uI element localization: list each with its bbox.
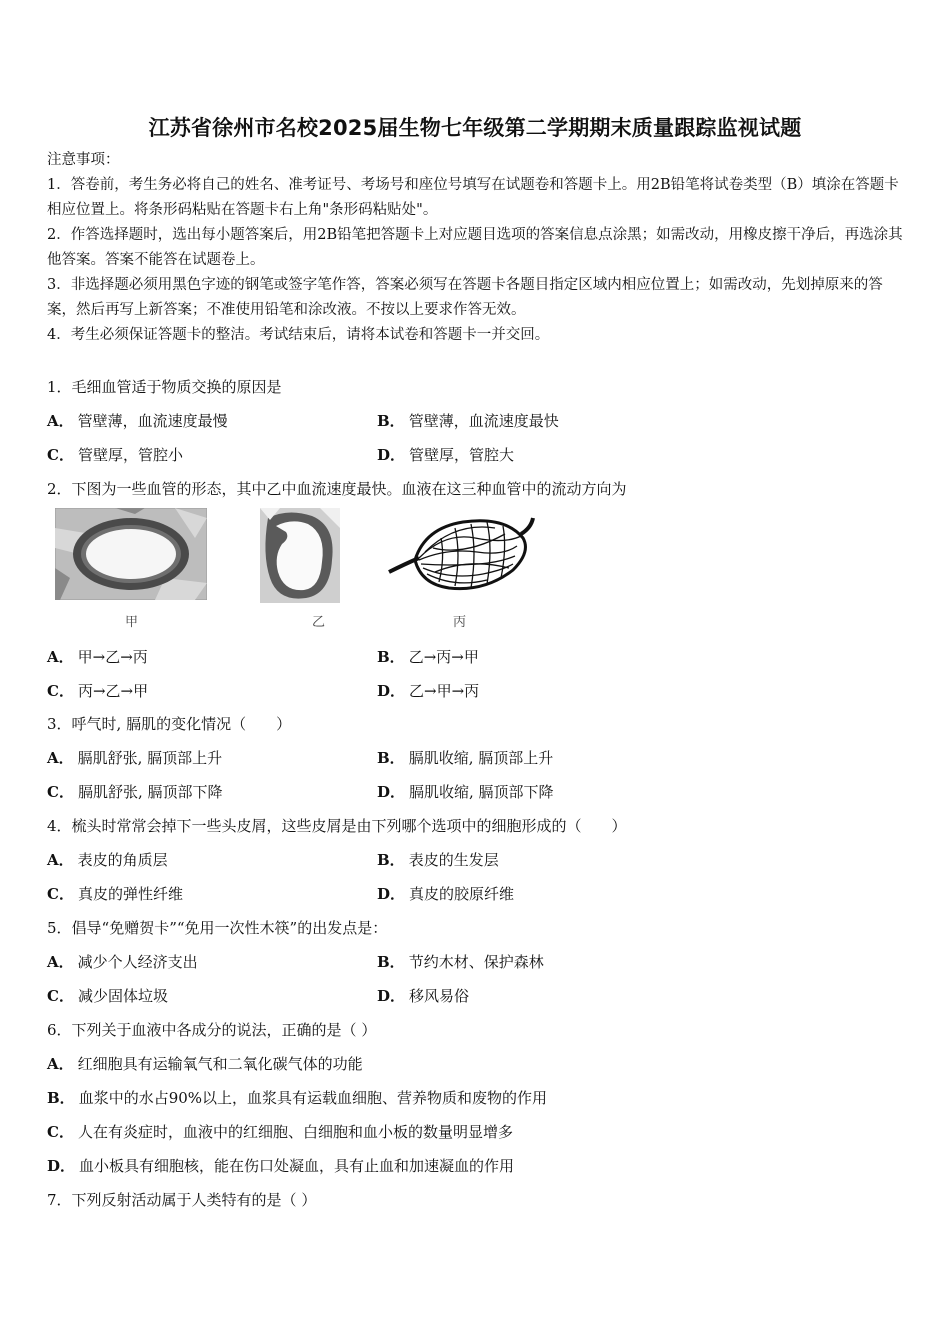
figure-label-jia: 甲	[125, 615, 139, 630]
option-text: 表皮的角质层	[77, 851, 168, 869]
question-stem: 6．下列关于血液中各成分的说法，正确的是（ ）	[47, 1021, 377, 1039]
vein-figure	[260, 508, 340, 603]
page-title: 江苏省徐州市名校2025届生物七年级第二学期期末质量跟踪监视试题	[148, 116, 802, 140]
option-letter: C．	[47, 783, 74, 801]
option-letter: D．	[377, 987, 406, 1005]
option-d	[47, 1155, 514, 1176]
option-text: 乙→甲→丙	[409, 682, 480, 700]
option-letter: C．	[47, 885, 74, 903]
option-text: 血浆中的水占90%以上，血浆具有运载血细胞、营养物质和废物的作用	[78, 1089, 548, 1107]
artery-figure	[55, 508, 207, 600]
option-b	[377, 951, 544, 972]
option-letter: A．	[47, 412, 74, 430]
option-c	[47, 883, 183, 904]
option-text: 真皮的胶原纤维	[409, 885, 515, 903]
option-text: 人在有炎症时，血液中的红细胞、白细胞和血小板的数量明显增多	[77, 1123, 513, 1141]
option-text: 膈肌舒张, 膈顶部下降	[77, 783, 223, 801]
option-letter: C．	[47, 1123, 74, 1141]
option-text: 膈肌收缩, 膈顶部下降	[409, 783, 554, 801]
option-letter: D．	[47, 1157, 76, 1175]
option-d	[377, 444, 514, 465]
option-text: 膈肌收缩, 膈顶部上升	[408, 749, 554, 767]
option-a	[47, 646, 148, 667]
option-letter: A．	[47, 953, 74, 971]
option-letter: B．	[377, 851, 405, 869]
option-b	[377, 410, 559, 431]
option-b	[377, 646, 479, 667]
option-d	[377, 781, 554, 802]
notice-item: 4．考生必须保证答题卡的整洁。考试结束后，请将本试卷和答题卡一并交回。	[47, 327, 550, 343]
option-letter: C．	[47, 987, 74, 1005]
option-text: 血小板具有细胞核，能在伤口处凝血，具有止血和加速凝血的作用	[79, 1157, 515, 1175]
option-text: 红细胞具有运输氧气和二氧化碳气体的功能	[77, 1055, 363, 1073]
notice-item: 2．作答选择题时，选出每小题答案后，用2B铅笔把答题卡上对应题目选项的答案信息点涂黑；如需改动，用橡皮擦干净后，再选涂其他答案。答案不能答在试题卷上。	[47, 227, 903, 268]
option-letter: D．	[377, 885, 406, 903]
option-letter: C．	[47, 446, 74, 464]
option-text: 管壁薄，血流速度最慢	[77, 412, 228, 430]
option-letter: A．	[47, 749, 74, 767]
option-letter: B．	[377, 648, 405, 666]
option-b	[47, 1087, 547, 1108]
option-c	[47, 985, 168, 1006]
question-stem: 7．下列反射活动属于人类特有的是（ ）	[47, 1191, 317, 1209]
option-letter: D．	[377, 446, 406, 464]
option-letter: D．	[377, 682, 406, 700]
option-text: 表皮的生发层	[408, 851, 499, 869]
option-c	[47, 680, 148, 701]
question-stem: 4．梳头时常常会掉下一些头皮屑，这些皮屑是由下列哪个选项中的细胞形成的（ ）	[47, 817, 627, 835]
option-text: 管壁厚，管腔大	[409, 446, 515, 464]
option-text: 丙→乙→甲	[77, 682, 149, 700]
option-c	[47, 781, 223, 802]
option-text: 减少个人经济支出	[77, 953, 198, 971]
notice-heading: 注意事项：	[47, 152, 120, 168]
option-a	[47, 747, 222, 768]
option-d	[377, 985, 469, 1006]
option-text: 乙→丙→甲	[408, 648, 479, 666]
capillary-figure	[385, 508, 535, 600]
option-text: 真皮的弹性纤维	[77, 885, 183, 903]
option-text: 膈肌舒张, 膈顶部上升	[77, 749, 223, 767]
option-text: 节约木材、保护森林	[408, 953, 544, 971]
option-a	[47, 849, 168, 870]
option-text: 管壁薄，血流速度最快	[408, 412, 559, 430]
option-b	[377, 747, 553, 768]
option-a	[47, 1053, 363, 1074]
figure-label-bing: 丙	[453, 615, 467, 630]
option-text: 甲→乙→丙	[77, 648, 148, 666]
option-d	[377, 883, 514, 904]
question-stem: 1．毛细血管适于物质交换的原因是	[47, 378, 282, 396]
option-b	[377, 849, 499, 870]
notice-section	[47, 148, 907, 348]
option-letter: D．	[377, 783, 406, 801]
option-d	[377, 680, 479, 701]
option-text: 管壁厚，管腔小	[77, 446, 183, 464]
question-stem: 2．下图为一些血管的形态，其中乙中血流速度最快。血液在这三种血管中的流动方向为	[47, 480, 627, 498]
option-letter: B．	[377, 749, 405, 767]
question-stem: 3．呼气时, 膈肌的变化情况（ ）	[47, 715, 292, 733]
notice-item: 3．非选择题必须用黑色字迹的钢笔或签字笔作答，答案必须写在答题卡各题目指定区域内相应位置上；如需改动，先划掉原来的答案，然后再写上新答案；不准使用铅笔和涂改液。不按以上要求作答无效。	[47, 277, 883, 318]
notice-item: 1．答卷前，考生务必将自己的姓名、准考证号、考场号和座位号填写在试题卷和答题卡上。用2B铅笔将试卷类型（B）填涂在答题卡相应位置上。将条形码粘贴在答题卡右上角"条形码粘贴处"。	[47, 177, 899, 218]
option-text: 移风易俗	[409, 987, 470, 1005]
option-letter: A．	[47, 851, 74, 869]
figure-label-yi: 乙	[312, 615, 326, 630]
option-c	[47, 1121, 513, 1142]
option-letter: C．	[47, 682, 74, 700]
option-letter: A．	[47, 648, 74, 666]
option-text: 减少固体垃圾	[77, 987, 168, 1005]
option-letter: B．	[377, 412, 405, 430]
option-letter: A．	[47, 1055, 74, 1073]
option-letter: B．	[377, 953, 405, 971]
option-a	[47, 951, 198, 972]
option-letter: B．	[47, 1089, 75, 1107]
option-c	[47, 444, 183, 465]
question-stem: 5．倡导“免赠贺卡”“免用一次性木筷”的出发点是：	[47, 919, 388, 937]
option-a	[47, 410, 228, 431]
